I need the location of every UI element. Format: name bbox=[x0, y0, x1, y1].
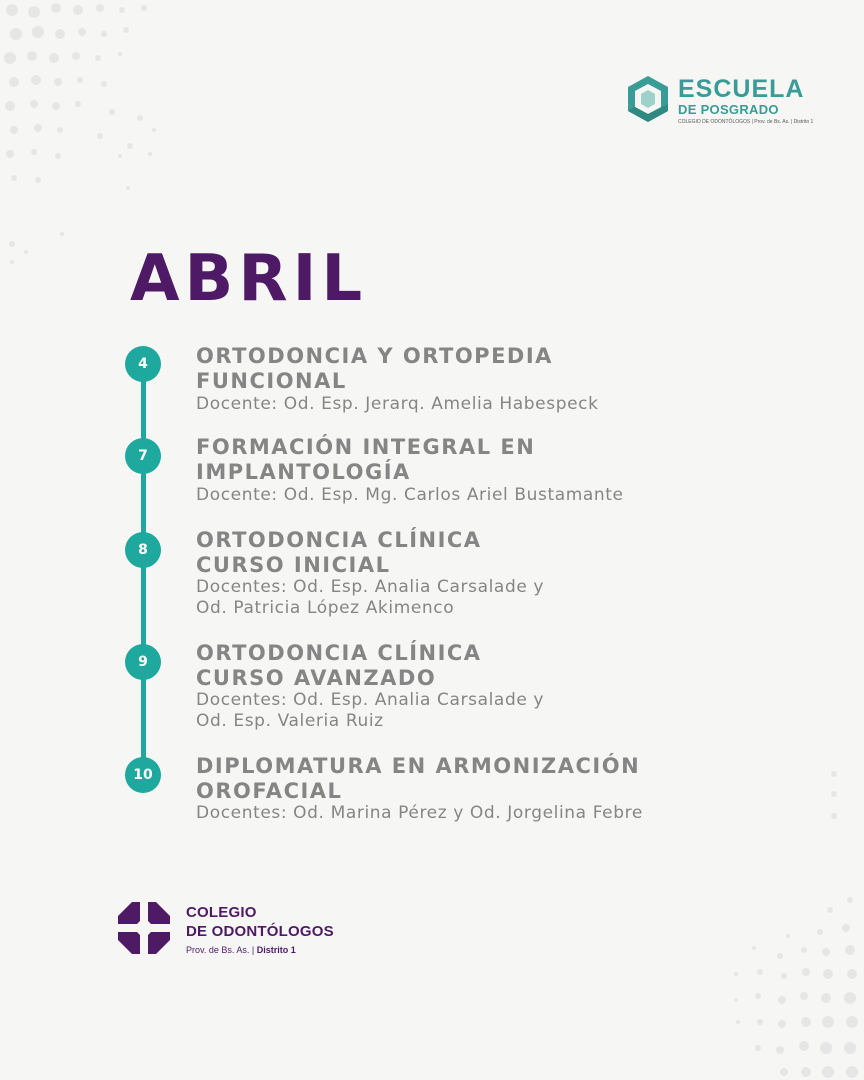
colegio-tagline-district: Distrito 1 bbox=[256, 945, 296, 955]
colegio-wordmark: COLEGIO bbox=[186, 904, 257, 921]
event-title: DIPLOMATURA EN ARMONIZACIÓN OROFACIAL bbox=[196, 754, 641, 803]
month-title: ABRIL bbox=[130, 242, 368, 316]
escuela-tagline: COLEGIO DE ODONTÓLOGOS | Prov. de Bs. As. | Distrito 1 bbox=[678, 119, 814, 125]
event-teacher: Docentes: Od. Esp. Analia Carsalade y Od. Esp. Valeria Ruiz bbox=[196, 690, 545, 731]
escuela-wordmark: ESCUELA bbox=[678, 75, 805, 103]
odontologos-wordmark: DE ODONTÓLOGOS bbox=[186, 923, 334, 940]
event-teacher: Docentes: Od. Esp. Analia Carsalade y Od. Patricia López Akimenco bbox=[196, 577, 545, 618]
escuela-hexagon-logo-icon bbox=[624, 74, 672, 126]
event-teacher: Docentes: Od. Marina Pérez y Od. Jorgelina Febre bbox=[196, 803, 643, 823]
escuela-de-posgrado-logo bbox=[624, 74, 814, 130]
colegio-tagline bbox=[186, 945, 296, 956]
event-teacher: Docente: Od. Esp. Jerarq. Amelia Habespeck bbox=[196, 394, 599, 414]
event-title: FORMACIÓN INTEGRAL EN IMPLANTOLOGÍA bbox=[196, 435, 536, 484]
colegio-cross-logo-icon bbox=[116, 900, 172, 956]
event-day-badge: 10 bbox=[125, 757, 161, 793]
posgrado-wordmark: DE POSGRADO bbox=[678, 102, 779, 117]
colegio-de-odontologos-logo bbox=[116, 900, 346, 960]
timeline-line bbox=[141, 364, 146, 774]
event-title: ORTODONCIA Y ORTOPEDIA FUNCIONAL bbox=[196, 344, 553, 393]
colegio-tagline-province: Prov. de Bs. As. | bbox=[186, 945, 255, 955]
event-title: ORTODONCIA CLÍNICA CURSO AVANZADO bbox=[196, 641, 482, 690]
event-day-badge: 7 bbox=[125, 438, 161, 474]
event-day-badge: 4 bbox=[125, 346, 161, 382]
event-teacher: Docente: Od. Esp. Mg. Carlos Ariel Bustamante bbox=[196, 485, 624, 505]
event-day-badge: 8 bbox=[125, 532, 161, 568]
event-day-badge: 9 bbox=[125, 644, 161, 680]
event-title: ORTODONCIA CLÍNICA CURSO INICIAL bbox=[196, 528, 482, 577]
